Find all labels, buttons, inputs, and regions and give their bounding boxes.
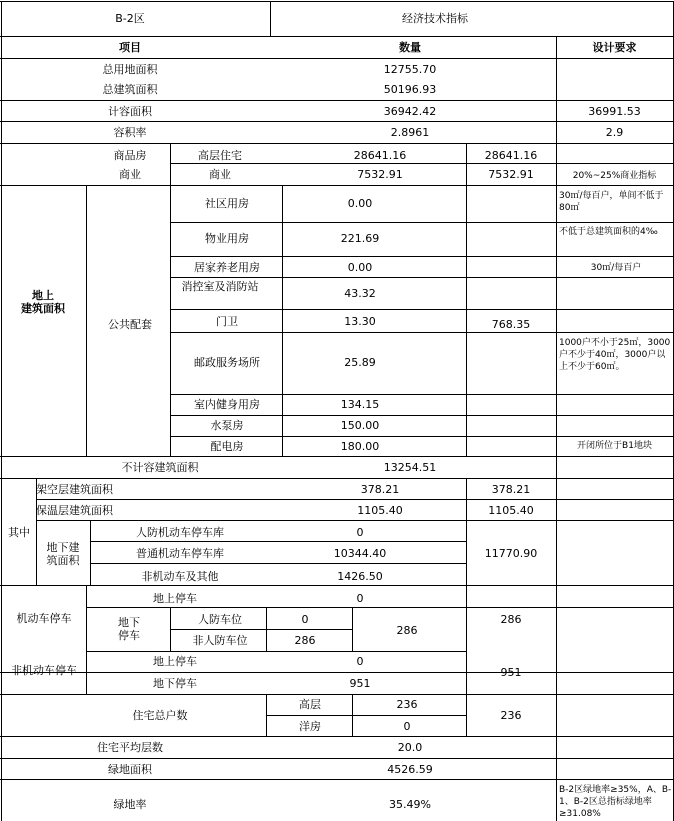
grid-line: [0, 36, 674, 37]
public-item-label: 物业用房: [205, 232, 249, 245]
green-rate-value: 35.49%: [389, 798, 431, 811]
households-villa-label: 洋房: [299, 720, 321, 733]
commerce-label: 商业: [119, 168, 141, 181]
commercial-housing-label: 商品房: [113, 149, 147, 162]
households-total: 236: [500, 709, 522, 722]
public-item-value: 13.30: [344, 315, 376, 328]
grid-line: [170, 415, 674, 416]
public-item-label: 居家养老用房: [194, 261, 260, 274]
grid-line: [90, 520, 91, 585]
households-high-label: 高层: [299, 698, 321, 711]
motor-below-label: 地下 停车: [118, 616, 140, 642]
far-label: 容积率: [113, 126, 147, 139]
public-item-value: 134.15: [340, 398, 380, 411]
grid-line: [0, 1, 674, 2]
grid-line: [170, 436, 674, 437]
grid-line: [0, 694, 674, 695]
insulation-label: 保温层建筑面积: [36, 504, 113, 517]
motor-total: 286: [500, 613, 522, 626]
among-label: 其中: [8, 526, 30, 539]
nonmotor-total: 951: [500, 666, 522, 679]
far-area-value: 36942.42: [383, 105, 437, 118]
grid-line: [0, 58, 674, 59]
public-item-value: 0.00: [347, 261, 373, 274]
underground-item-label: 非机动车及其他: [141, 570, 219, 583]
green-area-label: 绿地面积: [108, 763, 152, 776]
public-item-label: 门卫: [216, 315, 238, 328]
table-title: 经济技术指标: [402, 12, 468, 25]
green-rate-label: 绿地率: [113, 798, 147, 811]
public-item-value: 150.00: [340, 419, 380, 432]
nonmotor-below-label: 地下停车: [153, 677, 197, 690]
green-area-value: 4526.59: [387, 763, 433, 776]
non-far-value: 13254.51: [383, 461, 437, 474]
grid-line: [0, 456, 674, 457]
grid-line: [170, 163, 674, 164]
households-label: 住宅总户数: [132, 709, 188, 722]
column-requirement: 设计要求: [592, 41, 637, 54]
motor-below-sum: 286: [396, 624, 418, 637]
motor-noncivil-label: 非人防车位: [192, 634, 248, 647]
total-land-value: 12755.70: [383, 63, 437, 76]
nonmotor-above-value: 0: [356, 655, 364, 668]
grid-line: [0, 478, 674, 479]
grid-line: [90, 541, 466, 542]
grid-line: [266, 694, 267, 736]
public-item-label: 消控室及消防站: [181, 280, 259, 293]
grid-line: [0, 121, 674, 122]
stilt-total: 378.21: [491, 483, 531, 496]
total-land-label: 总用地面积: [102, 63, 158, 76]
public-item-requirement: 30㎡/每百户: [590, 263, 642, 273]
grid-line: [90, 563, 466, 564]
households-high-value: 236: [396, 698, 418, 711]
grid-line: [170, 256, 674, 257]
grid-line: [0, 736, 674, 737]
public-item-label: 配电房: [210, 440, 244, 453]
far-value: 2.8961: [390, 126, 430, 139]
column-item: 项目: [119, 41, 141, 54]
public-item-requirement: 1000户不小于25㎡，3000户不少于40㎡，3000户以上不少于60㎡。: [559, 338, 671, 372]
grid-line: [266, 715, 466, 716]
public-item-label: 水泵房: [210, 419, 244, 432]
grid-line: [86, 651, 466, 652]
public-label: 公共配套: [108, 318, 152, 331]
grid-line: [0, 758, 674, 759]
commerce-sub: 商业: [209, 168, 231, 181]
underground-item-label: 普通机动车停车库: [136, 547, 224, 560]
underground-item-value: 0: [356, 526, 364, 539]
motor-civil-value: 0: [301, 613, 309, 626]
commerce-requirement: 20%~25%商业指标: [572, 171, 657, 181]
total-building-label: 总建筑面积: [102, 83, 158, 96]
grid-line: [86, 585, 87, 694]
underground-item-value: 1426.50: [337, 570, 383, 583]
public-item-value: 180.00: [340, 440, 380, 453]
far-area-requirement: 36991.53: [588, 105, 641, 118]
public-item-value: 0.00: [347, 197, 373, 210]
underground-total: 11770.90: [484, 547, 538, 560]
grid-line: [86, 185, 87, 456]
public-item-value: 221.69: [340, 232, 380, 245]
grid-line: [170, 332, 674, 333]
above-ground-label: 地上 建筑面积: [21, 289, 65, 315]
far-requirement: 2.9: [605, 126, 624, 139]
non-far-label: 不计容建筑面积: [121, 461, 199, 474]
underground-item-label: 人防机动车停车库: [136, 526, 224, 539]
grid-line: [282, 185, 283, 456]
motor-noncivil-value: 286: [294, 634, 316, 647]
public-total: 768.35: [491, 318, 531, 331]
insulation-value: 1105.40: [357, 504, 403, 517]
stilt-value: 378.21: [360, 483, 400, 496]
grid-line: [170, 629, 352, 630]
stilt-label: 架空层建筑面积: [36, 483, 113, 496]
grid-line: [170, 277, 674, 278]
grid-line: [36, 499, 674, 500]
commerce-total: 7532.91: [488, 168, 534, 181]
avg-floors-label: 住宅平均层数: [97, 741, 163, 754]
motor-parking-label: 机动车停车: [16, 612, 72, 625]
grid-line: [0, 779, 674, 780]
public-item-requirement: 不低于总建筑面积的4‰: [559, 227, 658, 237]
green-rate-requirement: B-2区绿地率≥35%，A、B-1、B-2区总指标绿地率≥31.08%: [559, 785, 672, 819]
commerce-value: 7532.91: [357, 168, 403, 181]
commercial-housing-sub: 高层住宅: [198, 149, 242, 162]
grid-line: [86, 607, 674, 608]
grid-line: [0, 143, 674, 144]
underground-label: 地下建 筑面积: [46, 541, 80, 567]
public-item-label: 邮政服务场所: [194, 356, 260, 369]
grid-line: [170, 309, 674, 310]
grid-line: [0, 185, 674, 186]
public-item-requirement: 开闭所位于B1地块: [577, 441, 652, 451]
public-item-label: 社区用房: [205, 197, 249, 210]
commercial-housing-value: 28641.16: [353, 149, 407, 162]
far-area-label: 计容面积: [108, 105, 152, 118]
nonmotor-above-label: 地上停车: [153, 655, 197, 668]
grid-line: [556, 36, 557, 821]
nonmotor-parking-label: 非机动车停车: [11, 664, 77, 677]
motor-above-label: 地上停车: [153, 592, 197, 605]
block-label: B-2区: [115, 12, 145, 25]
grid-line: [170, 222, 674, 223]
underground-item-value: 10344.40: [333, 547, 387, 560]
public-item-requirement: 30㎡/每百户，单间不低于80㎡: [559, 191, 664, 213]
avg-floors-value: 20.0: [397, 741, 423, 754]
grid-line: [1, 1, 2, 821]
grid-line: [0, 585, 674, 586]
grid-line: [0, 100, 674, 101]
motor-civil-label: 人防车位: [198, 613, 242, 626]
insulation-total: 1105.40: [488, 504, 534, 517]
public-item-label: 室内健身用房: [194, 398, 260, 411]
nonmotor-below-value: 951: [349, 677, 371, 690]
motor-above-value: 0: [356, 592, 364, 605]
grid-line: [0, 672, 674, 673]
public-item-value: 25.89: [344, 356, 376, 369]
grid-line: [170, 185, 171, 456]
households-villa-value: 0: [403, 720, 411, 733]
public-item-value: 43.32: [344, 287, 376, 300]
column-quantity: 数量: [399, 41, 421, 54]
total-building-value: 50196.93: [383, 83, 437, 96]
grid-line: [170, 394, 674, 395]
commercial-housing-total: 28641.16: [484, 149, 538, 162]
grid-line: [36, 520, 674, 521]
